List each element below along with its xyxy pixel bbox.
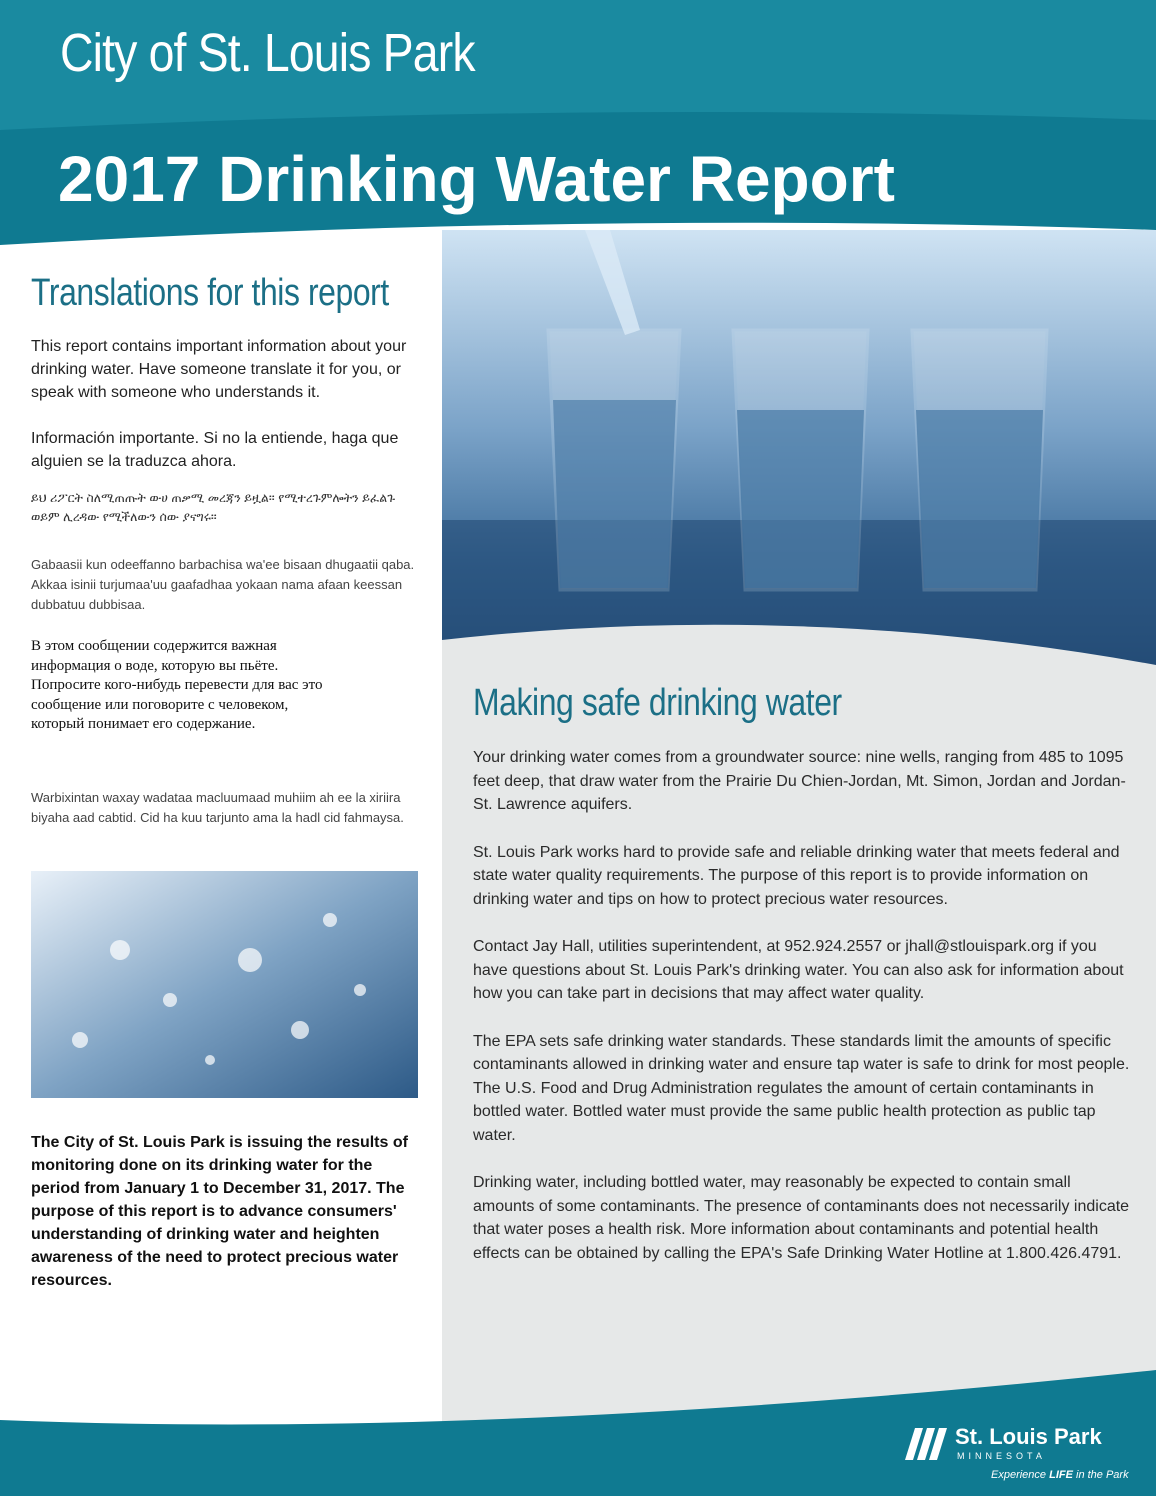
city-title: City of St. Louis Park xyxy=(60,23,475,83)
translation-english: This report contains important information about your drinking water. Have someone translate it for you, or speak with someone who understands it. xyxy=(31,338,407,401)
safe-water-heading: Making safe drinking water xyxy=(473,682,842,724)
city-logo xyxy=(905,1420,1145,1490)
water-glass-1 xyxy=(548,330,680,590)
report-title: 2017 Drinking Water Report xyxy=(58,143,895,215)
translation-somali: Warbixintan waxay wadataa macluumaad muhiim ah ee la xiriira biyaha aad cabtid. Cid ha kuu tarjunto ama la hadl cid fahmaysa. xyxy=(31,790,404,825)
translation-spanish: Información importante. Si no la entiende, haga que alguien se la traduzca ahora. xyxy=(31,430,399,470)
water-glass-2 xyxy=(733,330,868,590)
intro-statement: The City of St. Louis Park is issuing the results of monitoring done on its drinking water for the period from January 1 to December 31, 2017. The purpose of this report is to advance consumers' understanding of drinking water and heighten awareness of the need to protect precious water resources. xyxy=(31,1134,408,1289)
water-glass-3 xyxy=(912,330,1047,590)
logo-name: St. Louis Park xyxy=(955,1424,1102,1449)
logo-slashes-icon xyxy=(905,1426,951,1462)
paragraph: Drinking water, including bottled water, may reasonably be expected to contain small amounts of some contaminants. The presence of contaminants does not necessarily indicate that water poses a health risk. More information about contaminants and potential health effects can be obtained by calling the EPA's Safe Drinking Water Hotline at 1.800.426.4791. xyxy=(473,1174,1130,1262)
translations-heading: Translations for this report xyxy=(31,272,389,314)
logo-tagline: Experience LIFE in the Park xyxy=(991,1469,1129,1481)
paragraph: St. Louis Park works hard to provide safe and reliable drinking water that meets federal and state water quality requirements. The purpose of this report is to provide information on drinking water and tips on how to protect precious water resources. xyxy=(473,843,1120,908)
translation-oromo: Gabaasii kun odeeffanno barbachisa wa'ee bisaan dhugaatii qaba. Akkaa isinii turjumaa'uu gaafadhaa yokaan nama afaan keessan dubbatuu dubbisaa. xyxy=(31,557,415,612)
logo-state: MINNESOTA xyxy=(957,1451,1046,1461)
translation-russian: В этом сообщении содержится важная информация о воде, которую вы пьёте. Попросите кого-нибудь перевести для вас это сообщение или поговорите с человеком, который понимает его содержание. xyxy=(31,638,323,732)
translation-amharic: ይህ ሪፖርት ስለሚጠጡት ውሀ ጠቃሚ መረጃን ይዟል፡፡ የሚተረጉምሎትን ይፈልጉ ወይም ሊረዳው የሚችለውን ሰው ያናግሩ፡፡ xyxy=(31,491,396,524)
safe-water-body xyxy=(473,746,1133,1289)
paragraph: The EPA sets safe drinking water standards. These standards limit the amounts of specific contaminants allowed in drinking water and ensure tap water is safe to drink for most people. The U.S. Food and Drug Administration regulates the amount of certain contaminants in bottled water. Bottled water must provide the same public health protection as public tap water. xyxy=(473,1032,1130,1144)
paragraph: Your drinking water comes from a groundwater source: nine wells, ranging from 485 to 1095 feet deep, that draw water from the Prairie Du Chien-Jordan, Mt. Simon, Jordan and Jordan-St. Lawrence aquifers. xyxy=(473,749,1126,813)
paragraph: Contact Jay Hall, utilities superintendent, at 952.924.2557 or jhall@stlouispark.org if you have questions about St. Louis Park's drinking water. You can also ask for information about how you can take part in decisions that may affect water quality. xyxy=(473,938,1124,1002)
